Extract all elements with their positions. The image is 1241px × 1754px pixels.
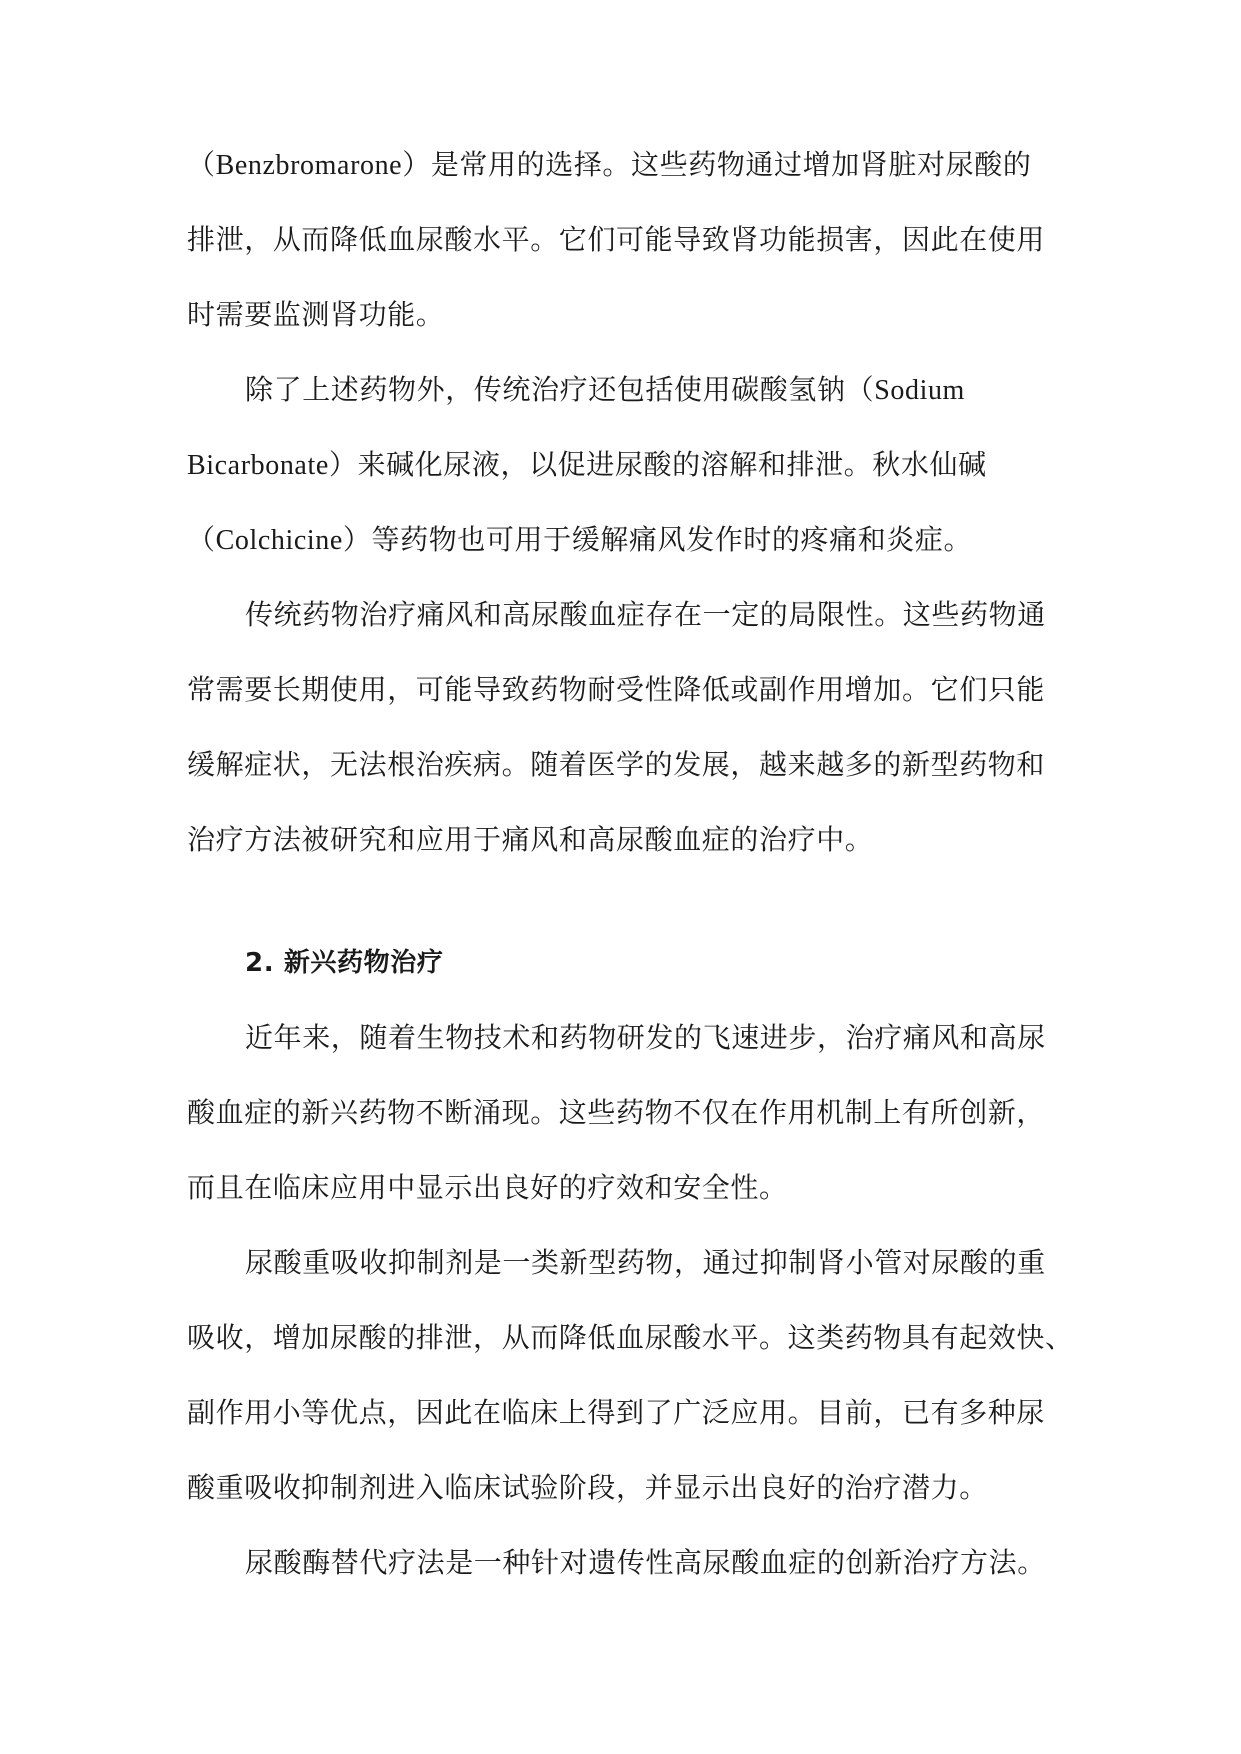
paragraph bbox=[187, 353, 1087, 578]
text-line: 排泄，从而降低血尿酸水平。它们可能导致肾功能损害，因此在使用 bbox=[187, 225, 1046, 256]
text-line: 时需要监测肾功能。 bbox=[187, 300, 445, 331]
text-line: 治疗方法被研究和应用于痛风和高尿酸血症的治疗中。 bbox=[187, 825, 874, 856]
text-line: （Benzbromarone）是常用的选择。这些药物通过增加肾脏对尿酸的 bbox=[187, 150, 1032, 181]
paragraph bbox=[187, 1001, 1087, 1226]
text-line: 传统药物治疗痛风和高尿酸血症存在一定的局限性。这些药物通 bbox=[245, 600, 1046, 631]
text-line: 常需要长期使用，可能导致药物耐受性降低或副作用增加。它们只能 bbox=[187, 675, 1046, 706]
section-spacer bbox=[187, 878, 1087, 926]
text-line: 尿酸重吸收抑制剂是一类新型药物，通过抑制肾小管对尿酸的重 bbox=[245, 1248, 1046, 1279]
paragraph-continuation bbox=[187, 128, 1087, 353]
text-line: （Colchicine）等药物也可用于缓解痛风发作时的疼痛和炎症。 bbox=[187, 525, 973, 556]
document-body bbox=[187, 128, 1087, 1601]
text-line: 酸血症的新兴药物不断涌现。这些药物不仅在作用机制上有所创新， bbox=[187, 1098, 1046, 1129]
text-line: 近年来，随着生物技术和药物研发的飞速进步，治疗痛风和高尿 bbox=[245, 1023, 1046, 1054]
text-line: 吸收，增加尿酸的排泄，从而降低血尿酸水平。这类药物具有起效快、 bbox=[187, 1323, 1074, 1354]
text-line: Bicarbonate）来碱化尿液，以促进尿酸的溶解和排泄。秋水仙碱 bbox=[187, 450, 987, 481]
paragraph bbox=[187, 578, 1087, 878]
text-line: 除了上述药物外，传统治疗还包括使用碳酸氢钠（Sodium bbox=[245, 375, 965, 406]
text-line: 缓解症状，无法根治疾病。随着医学的发展，越来越多的新型药物和 bbox=[187, 750, 1046, 781]
paragraph bbox=[187, 1226, 1087, 1526]
text-line: 而且在临床应用中显示出良好的疗效和安全性。 bbox=[187, 1173, 788, 1204]
paragraph bbox=[187, 1526, 1087, 1601]
text-line: 尿酸酶替代疗法是一种针对遗传性高尿酸血症的创新治疗方法。 bbox=[245, 1548, 1046, 1579]
section-heading: 2. 新兴药物治疗 bbox=[245, 948, 444, 978]
text-line: 酸重吸收抑制剂进入临床试验阶段，并显示出良好的治疗潜力。 bbox=[187, 1473, 988, 1504]
text-line: 副作用小等优点，因此在临床上得到了广泛应用。目前，已有多种尿 bbox=[187, 1398, 1046, 1429]
